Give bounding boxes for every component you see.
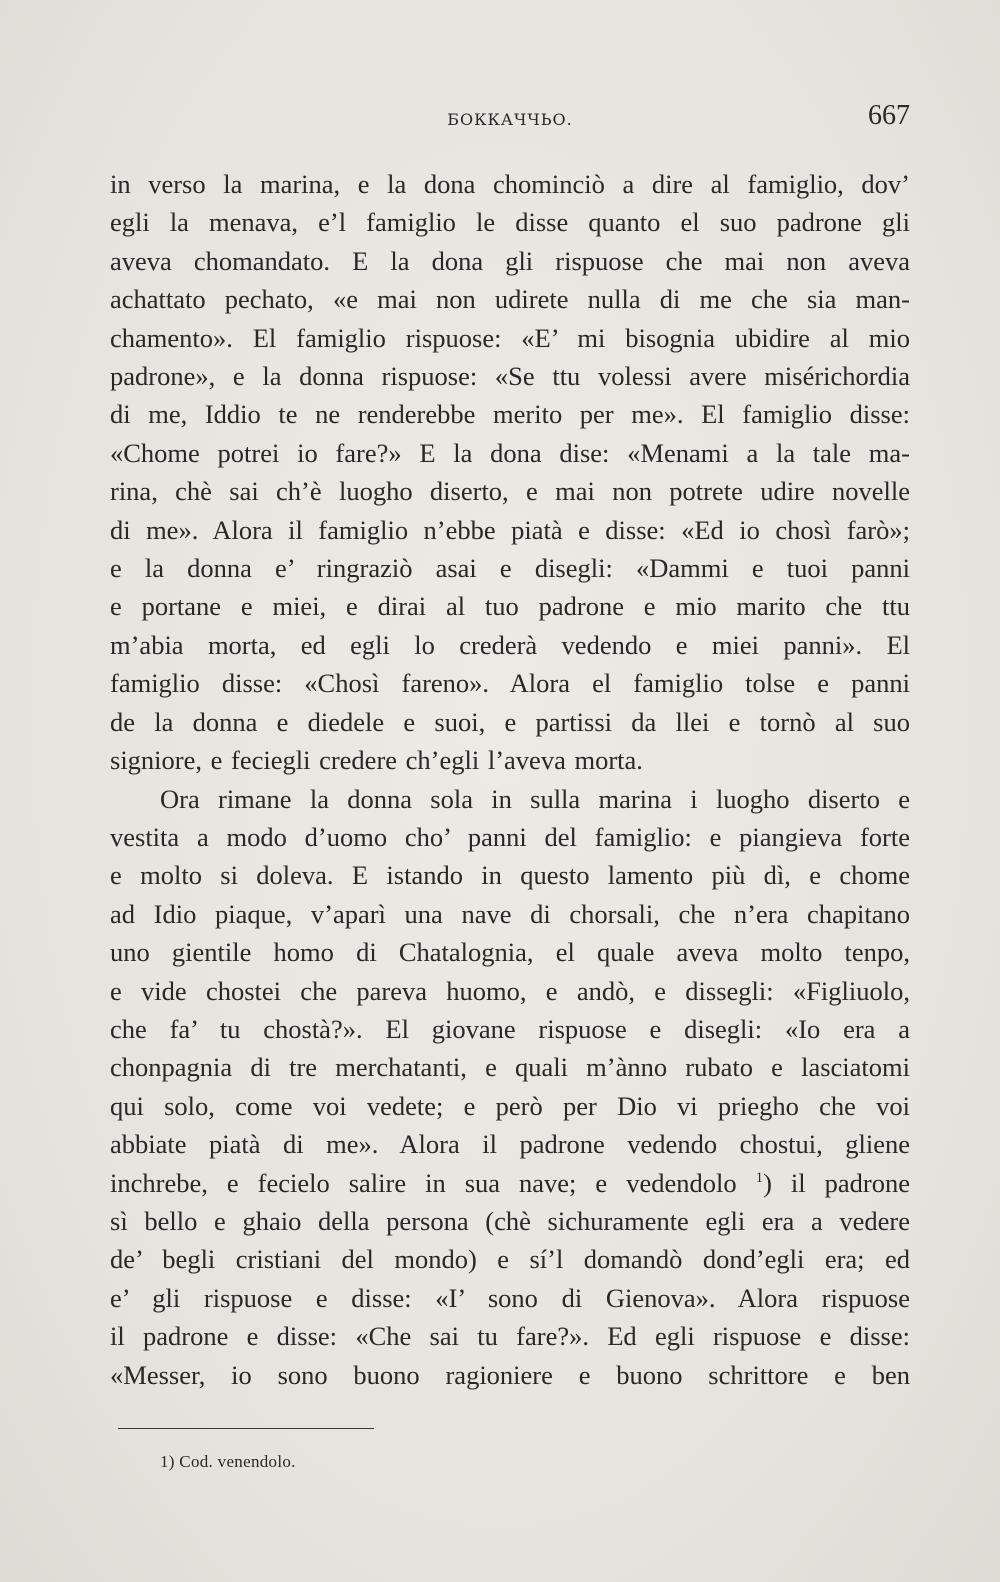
text-line: di me, Iddio te ne renderebbe merito per me». El famiglio disse: [110,399,910,430]
footnote-reference: 1 [755,1169,764,1186]
text-line: egli la menava, e’l famiglio le disse quanto el suo padrone gli [110,207,910,238]
text-line: famiglio disse: «Chosì fareno». Alora el famiglio tolse e panni [110,668,910,699]
text-line: in verso la marina, e la dona chominciò a dire al famiglio, dov’ [110,169,910,199]
text-line: qui solo, come voi vedete; e però per Dio vi priegho che voi [110,1090,910,1121]
text-line: sì bello e ghaio della persona (chè sichuramente egli era a vedere [110,1205,910,1236]
text-line: uno gientile homo di Chatalognia, el quale aveva molto tenpo, [110,937,910,968]
text-line: ad Idio piaque, v’aparì una nave di chorsali, che n’era chapitano [110,898,910,929]
text-line: de’ begli cristiani del mondo) e sí’l domandò dond’egli era; ed [110,1244,910,1275]
text-line: e’ gli rispuose e disse: «I’ sono di Gienova». Alora rispuose [110,1282,910,1313]
text-line: signiore, e feciegli credere ch’egli l’aveva morta. [110,745,643,776]
text-line-with-footnote [110,1164,910,1202]
page-header [110,98,910,138]
text-segment: ) il padrone [763,1167,910,1198]
text-line: chamento». El famiglio rispuose: «E’ mi bisognia ubidire al mio [110,322,910,353]
body-text [110,165,910,1394]
page-number: 667 [868,100,910,131]
footnote-separator [118,1428,374,1429]
text-line: di me». Alora il famiglio n’ebbe piatà e disse: «Ed io chosì farò»; [110,514,910,545]
footnote: 1) Cod. venendolo. [160,1452,296,1471]
text-line: e molto si doleva. E istando in questo lamento più dì, e chome [110,860,910,891]
text-line: e portane e miei, e dirai al tuo padrone e mio marito che ttu [110,591,910,622]
text-line: vestita a modo d’uomo cho’ panni del famiglio: e piangieva forte [110,821,910,852]
text-line: rina, chè sai ch’è luogho diserto, e mai non potrete udire novelle [110,476,910,507]
text-line: m’abia morta, ed egli lo crederà vedendo e miei panni». El [110,629,910,660]
text-line: achattato pechato, «e mai non udirete nulla di me che sia man- [110,284,910,315]
text-line: aveva chomandato. E la dona gli rispuose che mai non aveva [110,245,910,276]
running-head: БОККАЧЧЬО. [447,110,573,129]
text-line: il padrone e disse: «Che sai tu fare?». Ed egli rispuose e disse: [110,1321,910,1352]
text-line: abbiate piatà di me». Alora il padrone vedendo chostui, gliene [110,1129,910,1160]
text-line: «Messer, io sono buono ragioniere e buono schrittore e ben [110,1359,910,1390]
text-line: e vide chostei che pareva huomo, e andò, e dissegli: «Figliuolo, [110,975,910,1006]
text-line: Ora rimane la donna sola in sulla marina i luogho diserto e [160,783,910,814]
text-line: de la donna e diedele e suoi, e partissi da llei e tornò al suo [110,706,910,737]
text-line: «Chome potrei io fare?» E la dona dise: «Menami a la tale ma- [110,437,910,468]
text-line: che fa’ tu chostà?». El giovane rispuose e disegli: «Io era a [110,1013,910,1044]
text-segment: inchrebe, e fecielo salire in sua nave; e vedendolo [110,1167,737,1198]
text-line: padrone», e la donna rispuose: «Se ttu volessi avere misérichordia [110,361,910,392]
text-line: e la donna e’ ringraziò asai e disegli: «Dammi e tuoi panni [110,553,910,584]
text-line: chonpagnia di tre merchatanti, e quali m’ànno rubato e lasciatomi [110,1052,910,1083]
